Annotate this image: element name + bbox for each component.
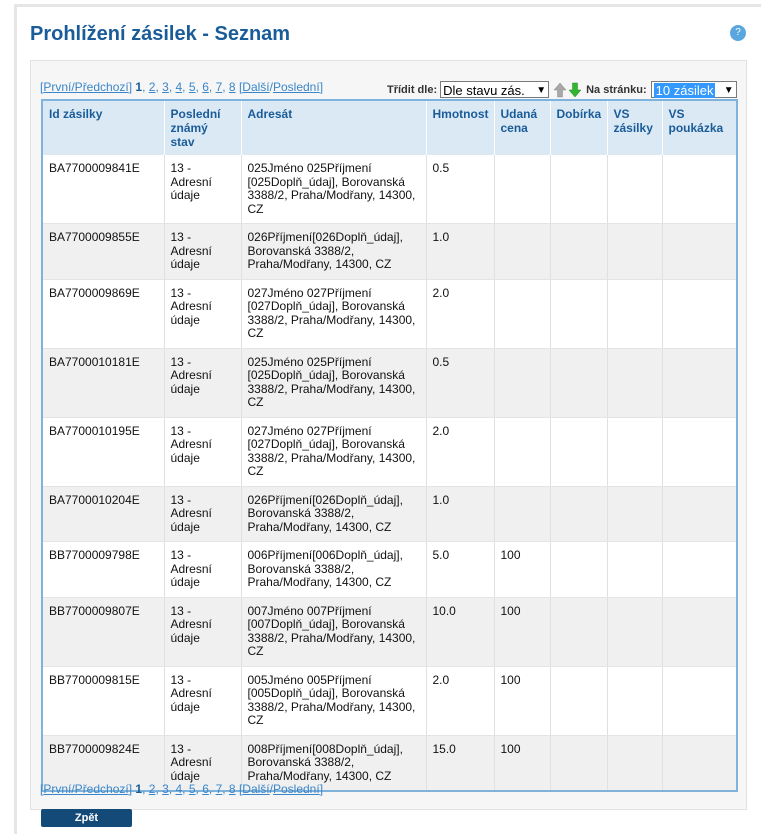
cell-price: [494, 486, 550, 542]
cell-vs-shipment: [607, 155, 662, 224]
cell-id: BB7700009807E: [42, 597, 164, 666]
cell-cod: [550, 279, 607, 348]
cell-weight: 0.5: [426, 155, 494, 224]
cell-price: [494, 224, 550, 280]
cell-status: 13 - Adresní údaje: [164, 597, 241, 666]
pager-page-link[interactable]: 8: [228, 80, 236, 94]
cell-price: 100: [494, 542, 550, 598]
column-header[interactable]: Id zásilky: [42, 100, 164, 155]
pager-page-link[interactable]: 3: [162, 782, 169, 796]
cell-recipient: 005Jméno 005Příjmení [005Doplň_údaj], Borovanská 3388/2, Praha/Modřany, 14300, CZ: [241, 666, 426, 735]
back-button[interactable]: Zpět: [41, 809, 132, 827]
cell-id: BB7700009824E: [42, 735, 164, 791]
cell-price: 100: [494, 666, 550, 735]
cell-vs-shipment: [607, 279, 662, 348]
cell-cod: [550, 735, 607, 791]
table-row[interactable]: [42, 542, 737, 598]
cell-vs-shipment: [607, 597, 662, 666]
table-row[interactable]: [42, 155, 737, 224]
pager-last-link[interactable]: Poslední: [272, 80, 320, 94]
pager-page-link[interactable]: 3: [162, 80, 169, 94]
pager-page-link[interactable]: 4: [175, 782, 183, 796]
column-header[interactable]: Dobírka: [550, 100, 607, 155]
cell-vs-shipment: [607, 348, 662, 417]
cell-status: 13 - Adresní údaje: [164, 279, 241, 348]
cell-vs-voucher: [662, 486, 737, 542]
cell-id: BA7700009869E: [42, 279, 164, 348]
pager-page-link[interactable]: 5: [188, 80, 196, 94]
column-header[interactable]: VS zásilky: [607, 100, 662, 155]
sort-controls: [387, 81, 737, 98]
cell-recipient: 008Příjmení[008Doplň_údaj], Borovanská 3388/2, Praha/Modřany, 14300, CZ: [241, 735, 426, 791]
pager-page-link[interactable]: 5: [188, 782, 196, 796]
cell-cod: [550, 348, 607, 417]
cell-weight: 1.0: [426, 224, 494, 280]
sort-ascending-icon[interactable]: [553, 82, 567, 98]
cell-price: [494, 348, 550, 417]
cell-vs-shipment: [607, 486, 662, 542]
cell-price: [494, 155, 550, 224]
cell-vs-shipment: [607, 224, 662, 280]
pager-page-link[interactable]: 4: [175, 80, 183, 94]
cell-recipient: 007Jméno 007Příjmení [007Doplň_údaj], Borovanská 3388/2, Praha/Modřany, 14300, CZ: [241, 597, 426, 666]
sort-select-value: Dle stavu zás.: [443, 83, 525, 98]
chevron-down-icon: ▼: [536, 85, 547, 96]
cell-id: BA7700009855E: [42, 224, 164, 280]
cell-status: 13 - Adresní údaje: [164, 542, 241, 598]
cell-vs-voucher: [662, 417, 737, 486]
cell-vs-voucher: [662, 597, 737, 666]
cell-cod: [550, 542, 607, 598]
cell-recipient: 026Příjmení[026Doplň_údaj], Borovanská 3388/2, Praha/Modřany, 14300, CZ: [241, 224, 426, 280]
column-header[interactable]: VS poukázka: [662, 100, 737, 155]
table-row[interactable]: [42, 279, 737, 348]
cell-vs-voucher: [662, 735, 737, 791]
pager-pages: , 2, 3, 4, 5, 6, 7, 8: [142, 782, 236, 796]
cell-weight: 2.0: [426, 666, 494, 735]
chevron-down-icon: ▼: [723, 85, 734, 96]
cell-weight: 2.0: [426, 417, 494, 486]
cell-weight: 5.0: [426, 542, 494, 598]
column-header[interactable]: Udaná cena: [494, 100, 550, 155]
per-page-label: Na stránku:: [586, 83, 647, 96]
cell-status: 13 - Adresní údaje: [164, 155, 241, 224]
pager-page-link[interactable]: 8: [228, 782, 236, 796]
cell-recipient: 006Příjmení[006Doplň_údaj], Borovanská 3388/2, Praha/Modřany, 14300, CZ: [241, 542, 426, 598]
cell-status: 13 - Adresní údaje: [164, 666, 241, 735]
cell-cod: [550, 417, 607, 486]
cell-recipient: 027Jméno 027Příjmení [027Doplň_údaj], Borovanská 3388/2, Praha/Modřany, 14300, CZ: [241, 417, 426, 486]
pager-bottom: [První/Předchozí] 1, 2, 3, 4, 5, 6, 7, 8 [Další/Poslední]: [40, 782, 324, 796]
pager-next-link[interactable]: Další: [242, 80, 270, 94]
cell-recipient: 025Jméno 025Příjmení [025Doplň_údaj], Borovanská 3388/2, Praha/Modřany, 14300, CZ: [241, 348, 426, 417]
per-page-select-value: 10 zásilek: [655, 83, 714, 98]
pager-page-link[interactable]: 6: [202, 782, 209, 796]
cell-status: 13 - Adresní údaje: [164, 417, 241, 486]
cell-vs-voucher: [662, 542, 737, 598]
cell-status: 13 - Adresní údaje: [164, 348, 241, 417]
pager-last-link[interactable]: Poslední: [272, 782, 320, 796]
cell-id: BA7700009841E: [42, 155, 164, 224]
cell-vs-shipment: [607, 542, 662, 598]
cell-price: [494, 417, 550, 486]
cell-cod: [550, 486, 607, 542]
table-row[interactable]: [42, 417, 737, 486]
cell-weight: 1.0: [426, 486, 494, 542]
pager-page-link[interactable]: 6: [202, 80, 209, 94]
cell-vs-voucher: [662, 666, 737, 735]
sort-descending-icon[interactable]: [568, 82, 582, 98]
cell-id: BA7700010195E: [42, 417, 164, 486]
help-icon[interactable]: ?: [730, 25, 746, 41]
cell-vs-shipment: [607, 735, 662, 791]
cell-cod: [550, 597, 607, 666]
table-row[interactable]: [42, 224, 737, 280]
cell-status: 13 - Adresní údaje: [164, 735, 241, 791]
sort-direction: [553, 82, 582, 98]
table-row[interactable]: [42, 666, 737, 735]
cell-price: 100: [494, 735, 550, 791]
cell-cod: [550, 666, 607, 735]
column-header[interactable]: Adresát: [241, 100, 426, 155]
sort-select[interactable]: [440, 81, 549, 98]
pager-page-link[interactable]: 7: [215, 80, 223, 94]
page-title: Prohlížení zásilek - Seznam: [30, 23, 291, 45]
cell-id: BB7700009798E: [42, 542, 164, 598]
cell-weight: 2.0: [426, 279, 494, 348]
column-header[interactable]: Poslední známý stav: [164, 100, 241, 155]
cell-vs-shipment: [607, 666, 662, 735]
sort-label: Třídit dle:: [387, 83, 438, 96]
cell-recipient: 027Jméno 027Příjmení [027Doplň_údaj], Borovanská 3388/2, Praha/Modřany, 14300, CZ: [241, 279, 426, 348]
cell-vs-voucher: [662, 279, 737, 348]
cell-price: 100: [494, 597, 550, 666]
cell-price: [494, 279, 550, 348]
cell-vs-shipment: [607, 417, 662, 486]
pager-page-link[interactable]: 2: [148, 782, 156, 796]
cell-cod: [550, 155, 607, 224]
cell-recipient: 026Příjmení[026Doplň_údaj], Borovanská 3388/2, Praha/Modřany, 14300, CZ: [241, 486, 426, 542]
cell-id: BA7700010204E: [42, 486, 164, 542]
pager-top: [První/Předchozí] 1, 2, 3, 4, 5, 6, 7, 8 [Další/Poslední]: [40, 80, 324, 94]
pager-current-page: 1: [135, 80, 143, 94]
cell-weight: 10.0: [426, 597, 494, 666]
cell-recipient: 025Jméno 025Příjmení [025Doplň_údaj], Borovanská 3388/2, Praha/Modřany, 14300, CZ: [241, 155, 426, 224]
column-header[interactable]: Hmotnost: [426, 100, 494, 155]
cell-weight: 0.5: [426, 348, 494, 417]
table-row[interactable]: [42, 597, 737, 666]
table-header-row: [42, 100, 737, 155]
cell-status: 13 - Adresní údaje: [164, 224, 241, 280]
pager-next-link[interactable]: Další: [242, 782, 270, 796]
cell-id: BA7700010181E: [42, 348, 164, 417]
pager-pages: , 2, 3, 4, 5, 6, 7, 8: [142, 80, 236, 94]
pager-first-prev-link[interactable]: První/Předchozí: [43, 782, 129, 796]
table-row[interactable]: [42, 486, 737, 542]
cell-vs-voucher: [662, 155, 737, 224]
cell-status: 13 - Adresní údaje: [164, 486, 241, 542]
cell-vs-voucher: [662, 348, 737, 417]
per-page-select[interactable]: [651, 81, 737, 98]
pager-current-page: 1: [135, 782, 143, 796]
cell-id: BB7700009815E: [42, 666, 164, 735]
pager-first-prev-link[interactable]: První/Předchozí: [43, 80, 129, 94]
table-row[interactable]: [42, 348, 737, 417]
pager-page-link[interactable]: 7: [215, 782, 223, 796]
cell-cod: [550, 224, 607, 280]
shipments-table: [41, 99, 738, 792]
cell-weight: 15.0: [426, 735, 494, 791]
cell-vs-voucher: [662, 224, 737, 280]
pager-page-link[interactable]: 2: [148, 80, 156, 94]
